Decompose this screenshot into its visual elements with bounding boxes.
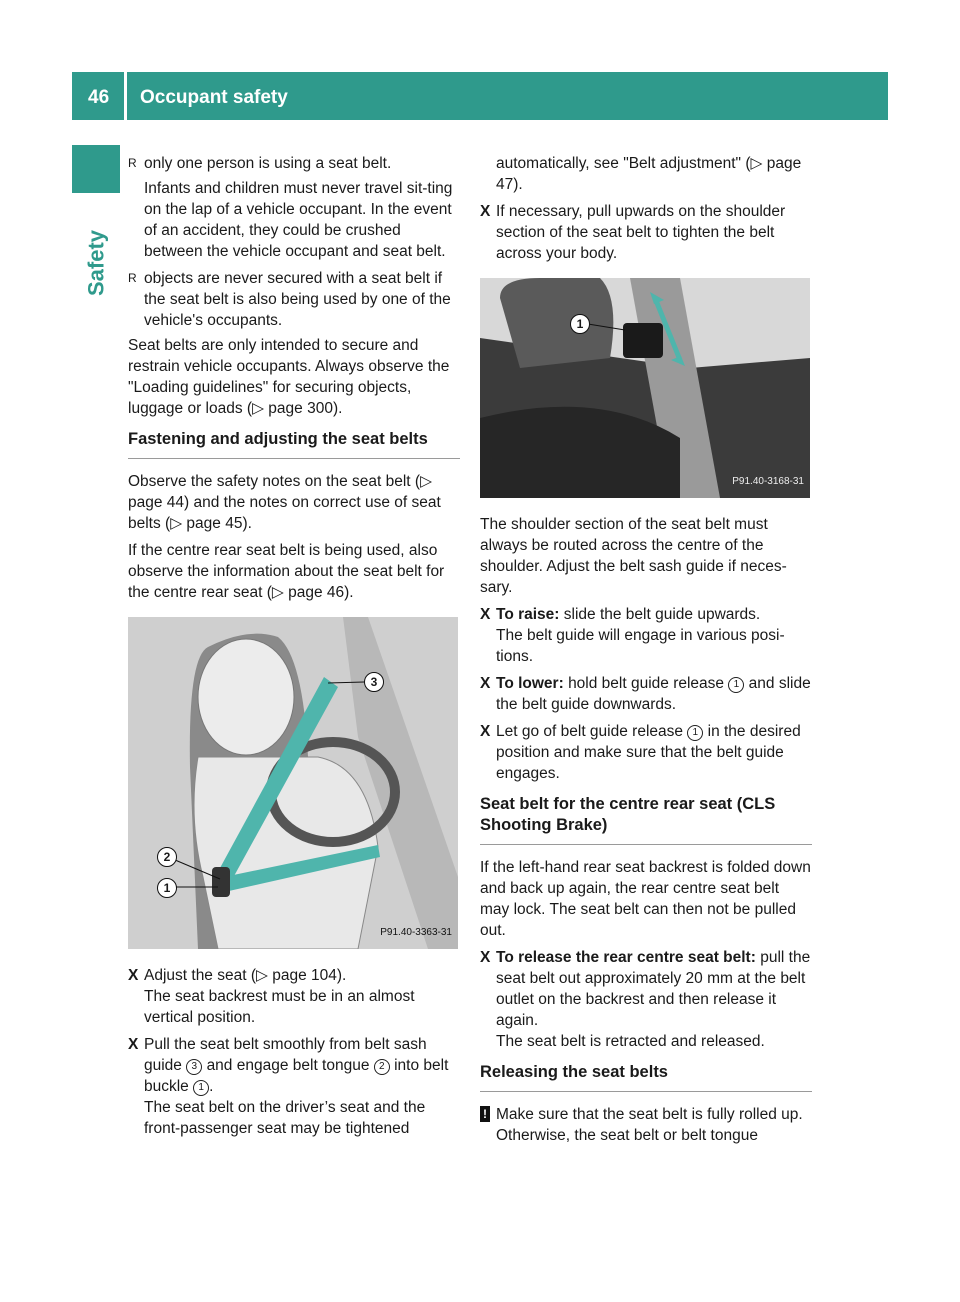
step-marker: X (480, 606, 491, 623)
ref-callout: 2 (374, 1059, 390, 1075)
ref-callout: 1 (193, 1080, 209, 1096)
step-marker: X (480, 675, 491, 692)
header-divider (124, 72, 127, 120)
step-marker: X (128, 1036, 139, 1053)
instruction-step: X Adjust the seat (▷ page 104). The seat backrest must be in an almost vertical position. (128, 967, 415, 1026)
belt-guide-illustration (480, 278, 810, 498)
instruction-step: X Let go of belt guide release 1 in the desired position and make sure that the belt guide engages. (480, 723, 801, 782)
driver-illustration (128, 617, 458, 949)
paragraph: Observe the safety notes on the seat belt (▷ page 44) and the notes on correct use of seat belts (▷ page 45). (128, 473, 441, 532)
warning-icon: ! (480, 1106, 490, 1122)
list-item: R objects are never secured with a seat belt if the seat belt is also being used by one of the vehicle's occupants. (128, 270, 451, 329)
callout-2: 2 (157, 847, 177, 867)
ref-callout: 3 (186, 1059, 202, 1075)
ref-callout: 1 (728, 677, 744, 693)
figure-code: P91.40-3363-31 (380, 927, 452, 938)
bullet-marker: R (128, 156, 137, 170)
bullet-marker: R (128, 271, 137, 285)
list-item: R only one person is using a seat belt. (128, 155, 392, 172)
section-heading: Fastening and adjusting the seat belts (128, 429, 460, 459)
section-tab-label: Safety (83, 229, 109, 297)
section-tab (72, 203, 120, 323)
page-title: Occupant safety (140, 87, 288, 108)
instruction-step: X To lower: hold belt guide release 1 and slide the belt guide downwards. (480, 675, 811, 713)
section-marker (72, 145, 120, 193)
callout-1: 1 (157, 878, 177, 898)
instruction-step: X To release the rear centre seat belt: pull the seat belt out approximately 20 mm at the belt outlet on the backrest and then release it again. The seat belt is retracted and released. (480, 949, 811, 1050)
paragraph: Seat belts are only intended to secure and restrain vehicle occupants. Always observe the "Loading guidelines" for securing objects, luggage or loads (▷ page 300). (128, 337, 450, 417)
step-marker: X (480, 723, 491, 740)
step-marker: X (128, 967, 139, 984)
belt-guide-figure (480, 278, 810, 498)
step-marker: X (480, 949, 491, 966)
page-number: 46 (88, 87, 110, 108)
paragraph: automatically, see "Belt adjustment" (▷ page 47). (496, 155, 802, 193)
figure-code: P91.40-3168-31 (732, 476, 804, 487)
right-column (480, 153, 812, 1146)
seat-belt-figure (128, 617, 458, 949)
paragraph: If the centre rear seat belt is being used, also observe the information about the seat belt for the centre rear seat (▷ page 46). (128, 542, 445, 601)
paragraph: If the left-hand rear seat backrest is folded down and back up again, the rear centre seat belt may lock. The seat belt can then not be pulled out. (480, 859, 811, 939)
callout-1: 1 (570, 314, 590, 334)
ref-callout: 1 (687, 725, 703, 741)
warning-note: ! Make sure that the seat belt is fully rolled up. Otherwise, the seat belt or belt tongue (480, 1104, 812, 1146)
section-heading: Releasing the seat belts (480, 1062, 812, 1092)
step-marker: X (480, 203, 491, 220)
section-heading: Seat belt for the centre rear seat (CLS Shooting Brake) (480, 794, 812, 845)
instruction-step: X Pull the seat belt smoothly from belt sash guide 3 and engage belt tongue 2 into belt buckle 1 . The seat belt on the driver’s seat and the front-passenger seat may be tightened (128, 1036, 449, 1137)
instruction-step: X If necessary, pull upwards on the shoulder section of the seat belt to tighten the belt across your body. (480, 203, 786, 262)
paragraph: The shoulder section of the seat belt must always be routed across the centre of the shoulder. Adjust the belt sash guide if neces-sary. (480, 516, 787, 596)
instruction-step: X To raise: slide the belt guide upwards. The belt guide will engage in various posi-tions. (480, 606, 785, 665)
callout-3: 3 (364, 672, 384, 692)
left-column (128, 153, 460, 1145)
paragraph: Infants and children must never travel sit-ting on the lap of a vehicle occupant. In the event of an accident, they could be crushed between the vehicle occupant and seat belt. (144, 180, 453, 260)
